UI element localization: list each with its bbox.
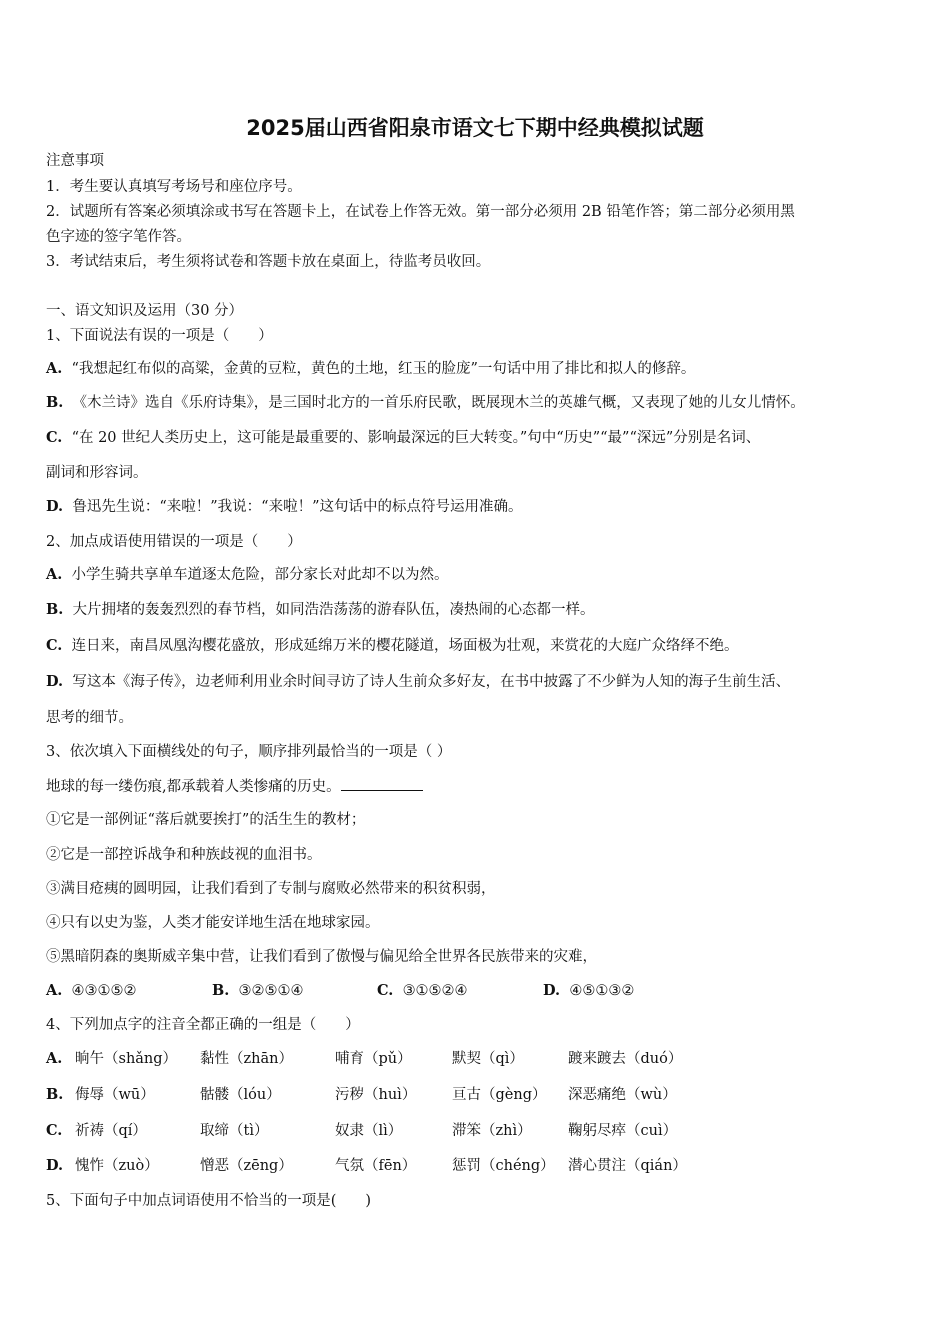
sentence-item: ⑤黑暗阴森的奥斯威辛集中营，让我们看到了傲慢与偏见给全世界各民族带来的灾难， <box>46 949 597 965</box>
pinyin-item: 默契（qì） <box>452 1051 524 1067</box>
question-option <box>46 636 739 656</box>
notice-item: 2．试题所有答案必须填涂或书写在答题卡上，在试卷上作答无效。第一部分必须用 2B 铅笔作答；第二部分必须用黑 <box>46 204 795 220</box>
pinyin-item: 污秽（huì） <box>335 1087 417 1103</box>
question-option <box>46 428 760 448</box>
question-stem: 1、下面说法有误的一项是（ ） <box>46 328 273 344</box>
question-stem: 3、依次填入下面横线处的句子，顺序排列最恰当的一项是（ ） <box>46 744 452 760</box>
notice-heading: 注意事项 <box>46 153 104 169</box>
question-lead <box>46 776 423 797</box>
option-letter: A. <box>46 566 63 583</box>
option-text: 鲁迅先生说：“来啦！”我说：“来啦！”这句话中的标点符号运用准确。 <box>72 499 523 515</box>
option-letter: A. <box>46 360 63 377</box>
option-text: “我想起红布似的高粱，金黄的豆粒，黄色的土地，红玉的脸庞”一句话中用了排比和拟人的修辞。 <box>71 361 696 377</box>
option-text: 写这本《海子传》，边老师利用业余时间寻访了诗人生前众多好友，在书中披露了不少鲜为人知的海子生前生活、 <box>72 674 791 690</box>
question-option <box>46 497 522 517</box>
sentence-item: ②它是一部控诉战争和种族歧视的血泪书。 <box>46 847 322 863</box>
pinyin-item: 气氛（fēn） <box>335 1158 417 1174</box>
pinyin-item: 愧怍（zuò） <box>75 1158 159 1174</box>
option-continuation: 副词和形容词。 <box>46 465 148 481</box>
pinyin-item: 惩罚（chéng） <box>452 1158 555 1174</box>
option-letter: D. <box>46 673 64 690</box>
option-text: 大片拥堵的轰轰烈烈的春节档，如同浩浩荡荡的游春队伍，凑热闹的心态都一样。 <box>72 602 595 618</box>
sentence-item: ④只有以史为鉴，人类才能安详地生活在地球家园。 <box>46 915 380 931</box>
option-letter: B. <box>212 982 230 999</box>
option-text: ④⑤①③② <box>569 983 635 999</box>
pinyin-item: 憎恶（zēng） <box>200 1158 293 1174</box>
option-text: 连日来，南昌凤凰沟樱花盛放，形成延绵万米的樱花隧道，场面极为壮观，来赏花的大庭广众络绎不绝。 <box>71 638 739 654</box>
option-letter: A. <box>46 1050 63 1067</box>
option-letter: C. <box>46 1122 63 1139</box>
option-text: ③①⑤②④ <box>402 983 468 999</box>
question-stem: 2、加点成语使用错误的一项是（ ） <box>46 534 302 550</box>
question-option <box>46 393 805 413</box>
option-letter: B. <box>46 394 64 411</box>
option-continuation: 思考的细节。 <box>46 710 133 726</box>
pinyin-item: 侮辱（wū） <box>75 1087 155 1103</box>
notice-item: 1．考生要认真填写考场号和座位序号。 <box>46 179 302 195</box>
answer-option-b <box>212 981 304 1001</box>
option-letter: D. <box>543 982 561 999</box>
pinyin-item: 深恶痛绝（wù） <box>568 1087 677 1103</box>
option-text: 小学生骑共享单车道逐太危险，部分家长对此却不以为然。 <box>71 567 449 583</box>
pinyin-item: 晌午（shǎng） <box>75 1051 178 1067</box>
pinyin-item: 鞠躬尽瘁（cuì） <box>568 1123 678 1139</box>
pinyin-item: 奴隶（lì） <box>335 1123 403 1139</box>
option-letter: C. <box>377 982 394 999</box>
page-title: 2025届山西省阳泉市语文七下期中经典模拟试题 <box>246 116 704 140</box>
sentence-item: ①它是一部例证“落后就要挨打”的活生生的教材； <box>46 812 366 828</box>
question-option <box>46 359 695 379</box>
question-stem: 5、下面句子中加点词语使用不恰当的一项是( ) <box>46 1193 372 1209</box>
pinyin-item: 踱来踱去（duó） <box>568 1051 683 1067</box>
answer-option-d <box>543 981 634 1001</box>
question-option <box>46 565 449 585</box>
section-heading: 一、语文知识及运用（30 分） <box>46 303 244 319</box>
notice-item: 色字迹的签字笔作答。 <box>46 229 191 245</box>
lead-text: 地球的每一缕伤痕,都承载着人类惨痛的历史。 <box>46 779 341 795</box>
answer-option-c <box>377 981 468 1001</box>
pinyin-item: 滞笨（zhì） <box>452 1123 532 1139</box>
option-letter: B. <box>46 601 64 618</box>
answer-blank <box>341 776 423 791</box>
option-letter: C. <box>46 429 63 446</box>
option-text: 《木兰诗》选自《乐府诗集》，是三国时北方的一首乐府民歌，既展现木兰的英雄气概，又表现了她的儿女儿情怀。 <box>72 395 805 411</box>
option-text: ③②⑤①④ <box>238 983 304 999</box>
pinyin-item: 亘古（gèng） <box>452 1087 547 1103</box>
option-text: “在 20 世纪人类历史上，这可能是最重要的、影响最深远的巨大转变。”句中“历史”“最”“深远”分别是名词、 <box>71 430 761 446</box>
pinyin-item: 哺育（pǔ） <box>335 1051 412 1067</box>
option-letter: A. <box>46 982 63 999</box>
pinyin-item: 潜心贯注（qián） <box>568 1158 687 1174</box>
option-letter: D. <box>46 498 64 515</box>
option-letter: D. <box>46 1157 64 1174</box>
question-option <box>46 600 595 620</box>
option-letter: B. <box>46 1086 64 1103</box>
answer-option-a <box>46 981 137 1001</box>
pinyin-item: 黏性（zhān） <box>200 1051 293 1067</box>
option-letter: C. <box>46 637 63 654</box>
pinyin-item: 祈祷（qí） <box>75 1123 147 1139</box>
pinyin-item: 取缔（tì） <box>200 1123 269 1139</box>
pinyin-item: 骷髅（lóu） <box>200 1087 281 1103</box>
question-option <box>46 672 790 692</box>
question-stem: 4、下列加点字的注音全都正确的一组是（ ） <box>46 1017 360 1033</box>
sentence-item: ③满目疮痍的圆明园，让我们看到了专制与腐败必然带来的积贫积弱， <box>46 881 496 897</box>
option-text: ④③①⑤② <box>71 983 137 999</box>
notice-item: 3．考试结束后，考生须将试卷和答题卡放在桌面上，待监考员收回。 <box>46 254 491 270</box>
